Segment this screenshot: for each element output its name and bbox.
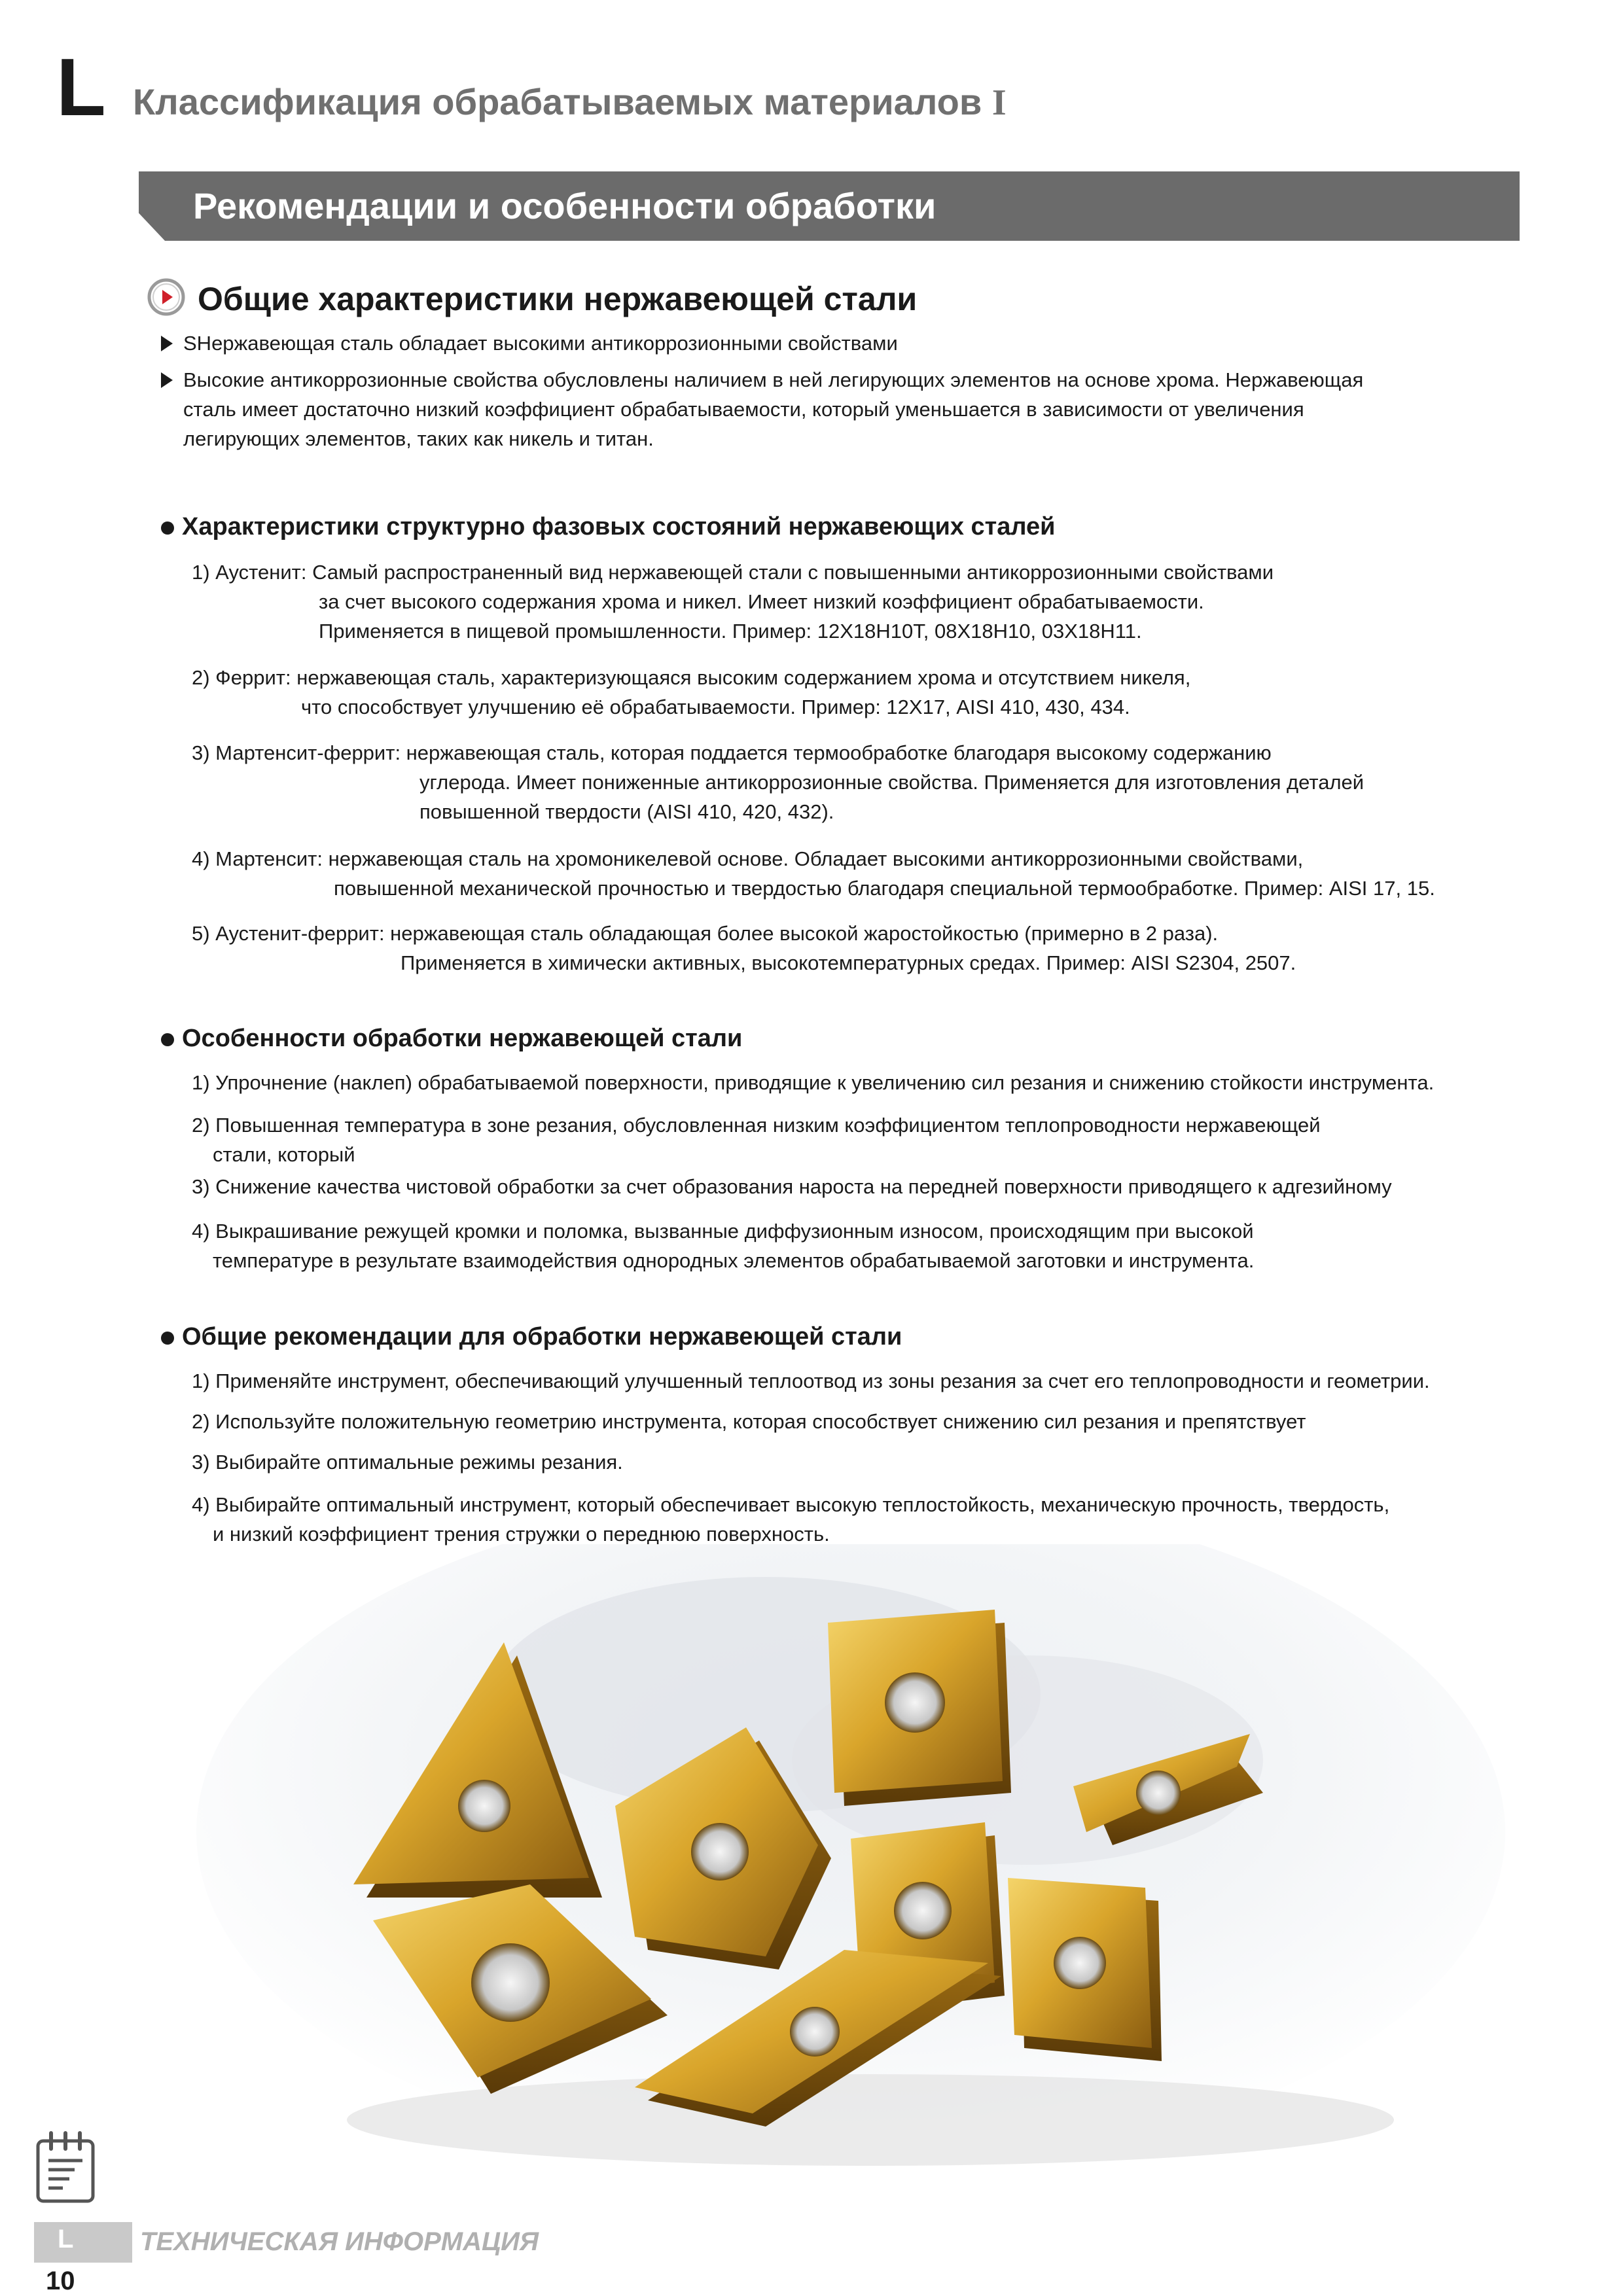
section4-title: Общие рекомендации для обработки нержавеющей стали [182, 1323, 902, 1351]
footer-letter-bar [34, 2222, 132, 2263]
footer-section-letter: L [58, 2225, 74, 2253]
notebook-icon [34, 2129, 97, 2205]
section1-bullet-2-line1: Высокие антикоррозионные свойства обусловлены наличием в ней легирующих элементов на основе хрома. Нержавеющая [183, 368, 1364, 391]
carbide-inserts-photo [177, 1544, 1544, 2185]
section-letter: L [56, 43, 106, 133]
section3-item-4-line1: 4) Выкрашивание режущей кромки и поломка, вызванные диффузионным износом, происходящим при высокой [192, 1220, 1254, 1243]
section1-bullet-2-line2: сталь имеет достаточно низкий коэффициент обрабатываемости, который уменьшается в зависимости от увеличения [183, 398, 1304, 421]
round-bullet-icon [161, 1033, 174, 1046]
section3-title: Особенности обработки нержавеющей стали [182, 1025, 743, 1052]
section4-item-4-line1: 4) Выбирайте оптимальный инструмент, который обеспечивает высокую теплостойкость, механическую прочность, твердость, [192, 1493, 1390, 1516]
page-header-title [133, 81, 1007, 123]
section4-item-3: 3) Выбирайте оптимальные режимы резания. [192, 1451, 623, 1474]
section2-item-1-line1: 1) Аустенит: Самый распространенный вид нержавеющей стали с повышенными антикоррозионными свойствами [192, 561, 1274, 584]
header-title-text: Классификация обрабатываемых материалов [133, 81, 982, 122]
round-bullet-icon [161, 1332, 174, 1345]
section1-title: Общие характеристики нержавеющей стали [198, 281, 918, 317]
section2-item-1-line3: Применяется в пищевой промышленности. Пример: 12Х18Н10Т, 08Х18Н10, 03Х18Н11. [319, 620, 1142, 643]
section1-bullet-2-line3: легирующих элементов, таких как никель и титан. [183, 427, 654, 450]
section1-bullet-1: SНержавеющая сталь обладает высокими антикоррозионными свойствами [183, 332, 898, 355]
section3-item-1: 1) Упрочнение (наклеп) обрабатываемой поверхности, приводящие к увеличению сил резания и снижению стойкости инструмента. [192, 1071, 1435, 1094]
section2-item-4-line1: 4) Мартенсит: нержавеющая сталь на хромоникелевой основе. Обладает высокими антикоррозионными свойствами, [192, 847, 1304, 870]
section2-item-3-line3: повышенной твердости (AISI 410, 420, 432). [419, 800, 834, 823]
section3-item-3: 3) Снижение качества чистовой обработки за счет образования нароста на передней поверхности приводящего к адгезийному [192, 1175, 1392, 1198]
section2-item-4-line2: повышенной механической прочностью и твердостью благодаря специальной термообработке. Пример: AISI 17, 15. [334, 877, 1435, 900]
section3-item-4-line2: температуре в результате взаимодействия однородных элементов обрабатываемой заготовки и инструмента. [213, 1249, 1255, 1272]
section4-item-2: 2) Используйте положительную геометрию инструмента, которая способствует снижению сил резания и препятствует [192, 1410, 1306, 1433]
header-title-roman: I [991, 82, 1007, 123]
section3-item-2-line2: стали, который [213, 1143, 355, 1166]
section2-item-5-line2: Применяется в химически активных, высокотемпературных средах. Пример: AISI S2304, 2507. [401, 951, 1296, 974]
section2-item-5-line1: 5) Аустенит-феррит: нержавеющая сталь обладающая более высокой жаростойкостью (примерно в 2 раза). [192, 922, 1219, 945]
page-number: 10 [46, 2267, 75, 2295]
round-bullet-icon [161, 521, 174, 535]
section2-item-2-line2: что способствует улучшению её обрабатываемости. Пример: 12Х17, AISI 410, 430, 434. [301, 696, 1130, 718]
section2-item-3-line2: углерода. Имеет пониженные антикоррозионные свойства. Применяется для изготовления деталей [419, 771, 1364, 794]
triangle-bullet-icon [161, 372, 173, 388]
banner-title: Рекомендации и особенности обработки [193, 185, 936, 226]
section2-title: Характеристики структурно фазовых состояний нержавеющих сталей [182, 513, 1056, 540]
section4-item-1: 1) Применяйте инструмент, обеспечивающий улучшенный теплоотвод из зоны резания за счет его теплопроводности и геометрии. [192, 1369, 1430, 1392]
section2-item-1-line2: за счет высокого содержания хрома и никел. Имеет низкий коэффициент обрабатываемости. [319, 590, 1204, 613]
footer-label: ТЕХНИЧЕСКАЯ ИНФОРМАЦИЯ [140, 2227, 539, 2256]
section4-item-4-line2: и низкий коэффициент трения стружки о переднюю поверхность. [213, 1523, 830, 1545]
play-circle-icon [147, 277, 186, 317]
section3-item-2-line1: 2) Повышенная температура в зоне резания, обусловленная низким коэффициентом теплопроводности нержавеющей [192, 1114, 1321, 1137]
section2-item-2-line1: 2) Феррит: нержавеющая сталь, характеризующаяся высоким содержанием хрома и отсутствием никеля, [192, 666, 1191, 689]
triangle-bullet-icon [161, 336, 173, 351]
section2-item-3-line1: 3) Мартенсит-феррит: нержавеющая сталь, которая поддается термообработке благодаря высокому содержанию [192, 741, 1272, 764]
